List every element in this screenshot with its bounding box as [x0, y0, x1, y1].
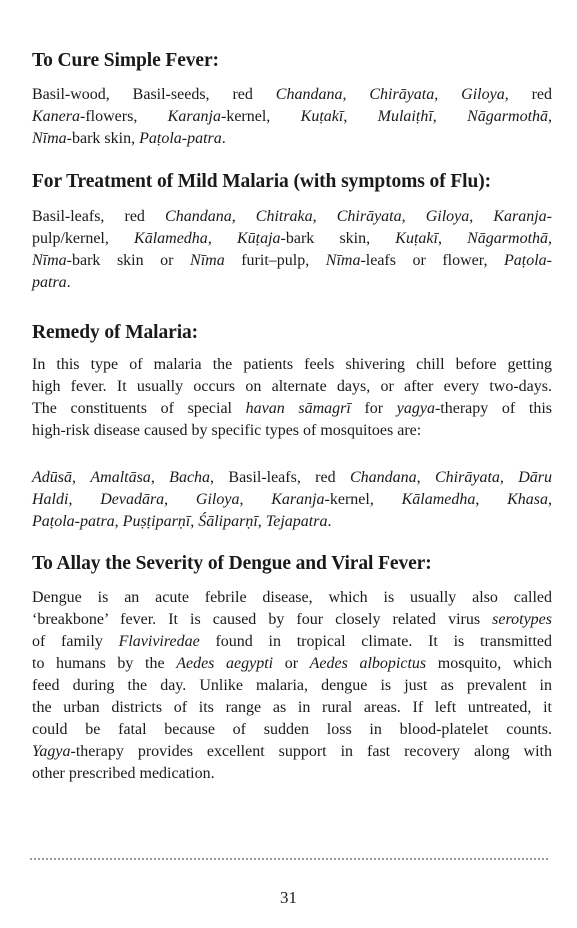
text-line: Adūsā, Amaltāsa, Bacha, Basil-leafs, red Chandana, Chirāyata, Dāru — [32, 469, 553, 486]
italic-term: Nīma — [325, 252, 361, 269]
text-line: Haldi, Devadāra, Giloya, Karanja-kernel, Kālamedha, Khasa, — [32, 491, 552, 508]
text-line: high-risk disease caused by specific types of mosquitoes are: — [32, 422, 422, 439]
text-line: Nīma-bark skin, Paṭola-patra. — [32, 130, 226, 147]
italic-term: Giloya — [195, 491, 240, 508]
text-line: high fever. It usually occurs on alternate days, or after every two-days. — [32, 378, 552, 395]
italic-term: Dāru — [518, 469, 553, 486]
text-line: In this type of malaria the patients feels shivering chill before getting — [32, 356, 552, 373]
text-line: Dengue is an acute febrile disease, which is usually also called — [32, 589, 552, 606]
paragraph-dengue — [32, 587, 552, 785]
text-line: Yagya-therapy provides excellent support in fast recovery along with — [32, 743, 552, 760]
italic-term: Paṭola-patra — [32, 513, 115, 530]
italic-term: Nīma — [32, 252, 67, 269]
italic-term: Nīma — [190, 252, 225, 269]
italic-term: Paṭola- — [504, 252, 553, 269]
italic-term: Aedes aegypti — [176, 655, 274, 672]
heading-remedy-malaria: Remedy of Malaria: — [32, 322, 199, 343]
text-line: patra. — [32, 274, 71, 291]
italic-term: Khasa — [507, 491, 548, 508]
text-line: of family Flaviviredae found in tropical climate. It is transmitted — [32, 633, 553, 650]
heading-mild-malaria: For Treatment of Mild Malaria (with symptoms of Flu): — [32, 171, 492, 192]
italic-term: Aedes albopictus — [309, 655, 427, 672]
italic-term: Kuṭakī — [395, 230, 438, 247]
text-line: pulp/kernel, Kālamedha, Kūṭaja-bark skin, Kuṭakī, Nāgarmothā, — [32, 230, 553, 247]
italic-term: Karanja — [167, 108, 221, 125]
paragraph-malaria-ingredients — [32, 467, 552, 533]
italic-term: Chirāyata — [336, 208, 402, 225]
heading-simple-fever: To Cure Simple Fever: — [32, 50, 219, 71]
italic-term: Karanja — [271, 491, 325, 508]
text-line: Basil-leafs, red Chandana, Chitraka, Chirāyata, Giloya, Karanja- — [32, 208, 552, 225]
text-line: The constituents of special havan sāmagrī for yagya-therapy of this — [32, 400, 552, 417]
text-line: Paṭola-patra, Puṣṭiparṇī, Śāliparṇī, Tejapatra. — [32, 513, 332, 530]
italic-term: Nīma — [32, 130, 67, 147]
italic-term: Kuṭakī — [300, 108, 344, 125]
page-number: 31 — [280, 888, 297, 907]
italic-term: Nāgarmothā — [467, 108, 549, 125]
italic-term: yagya — [396, 400, 435, 417]
italic-term: Haldi — [32, 491, 69, 508]
text-line: other prescribed medication. — [32, 765, 215, 782]
italic-term: Chandana — [349, 469, 417, 486]
italic-term: Śāliparṇī — [198, 513, 258, 530]
italic-term: Devadāra — [100, 491, 165, 508]
italic-term: Bacha — [169, 469, 211, 486]
italic-term: Chirāyata — [435, 469, 500, 486]
italic-term: Chitraka — [255, 208, 313, 225]
italic-term: Puṣṭiparṇī — [122, 513, 191, 530]
text-line: ‘breakbone’ fever. It is caused by four closely related virus serotypes — [32, 611, 552, 628]
italic-term: patra — [32, 274, 67, 291]
italic-term: Flaviviredae — [118, 633, 200, 650]
italic-term: Mulaiṭhī — [377, 108, 433, 125]
italic-term: Yagya — [32, 743, 71, 760]
paragraph-mild-malaria — [32, 206, 552, 294]
text-line: the urban districts of its range as in rural areas. If left untreated, it — [32, 699, 552, 716]
dotted-divider — [30, 858, 548, 860]
paragraph-remedy-malaria — [32, 354, 552, 442]
italic-term: Kanera — [32, 108, 80, 125]
italic-term: havan sāmagrī — [245, 400, 351, 417]
italic-term: Amaltāsa — [90, 469, 151, 486]
italic-term: Kūṭaja — [236, 230, 281, 247]
italic-term: Paṭola-patra — [139, 130, 222, 147]
italic-term: Chandana — [275, 86, 343, 103]
paragraph-simple-fever — [32, 84, 552, 150]
text-line: could be fatal because of sudden loss in blood-platelet counts. — [32, 721, 552, 738]
text-line: Kanera-flowers, Karanja-kernel, Kuṭakī, Mulaiṭhī, Nāgarmothā, — [32, 108, 553, 125]
italic-term: Giloya — [461, 86, 505, 103]
italic-term: Kālamedha — [134, 230, 208, 247]
italic-term: Giloya — [425, 208, 470, 225]
italic-term: Kālamedha — [401, 491, 476, 508]
italic-term: Karanja- — [493, 208, 552, 225]
italic-term: Nāgarmothā — [467, 230, 549, 247]
italic-term: Chandana — [165, 208, 232, 225]
text-line: Basil-wood, Basil-seeds, red Chandana, Chirāyata, Giloya, red — [32, 86, 553, 103]
italic-term: Tejapatra — [265, 513, 328, 530]
text-line: feed during the day. Unlike malaria, dengue is just as prevalent in — [32, 677, 552, 694]
heading-dengue: To Allay the Severity of Dengue and Viral Fever: — [32, 553, 432, 574]
italic-term: Chirāyata — [369, 86, 435, 103]
text-line: to humans by the Aedes aegypti or Aedes albopictus mosquito, which — [32, 655, 553, 672]
italic-term: Adūsā — [32, 469, 72, 486]
italic-term: serotypes — [492, 611, 552, 628]
text-line: Nīma-bark skin or Nīma furit–pulp, Nīma-leafs or flower, Paṭola- — [32, 252, 553, 269]
